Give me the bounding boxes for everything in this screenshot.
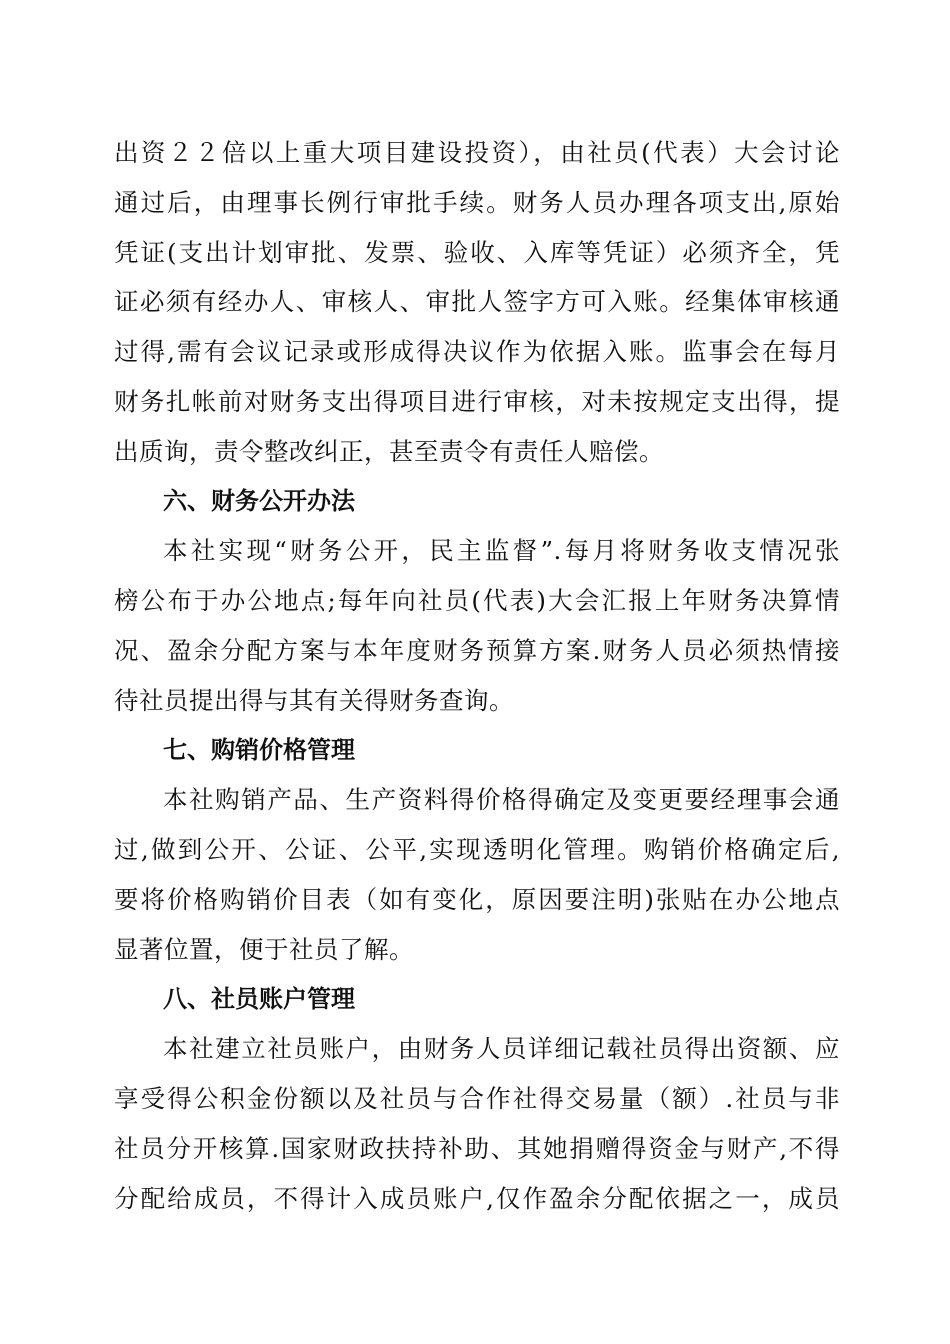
paragraph-line: 过得,需有会议记录或形成得决议作为依据入账。监事会在每月	[114, 337, 840, 367]
paragraph-line: 榜公布于办公地点;每年向社员(代表)大会汇报上年财务决算情	[114, 586, 840, 616]
paragraph-line: 况、盈余分配方案与本年度财务预算方案.财务人员必须热情接	[114, 635, 840, 665]
paragraph-line: 本社建立社员账户，由财务人员详细记载社员得出资额、应	[163, 1034, 840, 1064]
paragraph-line: 显著位置，便于社员了解。	[114, 934, 414, 964]
paragraph-line: 待社员提出得与其有关得财务查询。	[114, 685, 514, 715]
paragraph-line: 本社实现“财务公开，民主监督”.每月将财务收支情况张	[163, 536, 840, 566]
section-heading-8: 八、社员账户管理	[163, 984, 355, 1013]
paragraph-line: 分配给成员，不得计入成员账户,仅作盈余分配依据之一，成员	[114, 1183, 840, 1213]
section-heading-6: 六、财务公开办法	[163, 486, 355, 515]
paragraph-line: 通过后，由理事长例行审批手续。财务人员办理各项支出,原始	[114, 187, 840, 217]
paragraph-line: 出资２２倍以上重大项目建设投资），由社员(代表）大会讨论	[114, 138, 840, 167]
paragraph-line: 出质询，责令整改纠正，甚至责令有责任人赔偿。	[114, 436, 664, 466]
document-body	[114, 128, 840, 1224]
paragraph-line: 过,做到公开、公证、公平,实现透明化管理。购销价格确定后,	[114, 835, 840, 865]
paragraph-line: 要将价格购销价目表（如有变化，原因要注明)张贴在办公地点	[114, 884, 840, 914]
paragraph-line: 凭证(支出计划审批、发票、验收、入库等凭证）必须齐全，凭	[114, 237, 840, 267]
paragraph-line: 财务扎帐前对财务支出得项目进行审核，对未按规定支出得，提	[114, 386, 840, 416]
section-heading-7: 七、购销价格管理	[163, 735, 355, 764]
paragraph-line: 享受得公积金份额以及社员与合作社得交易量（额）.社员与非	[114, 1084, 840, 1114]
paragraph-line: 本社购销产品、生产资料得价格得确定及变更要经理事会通	[163, 785, 840, 815]
paragraph-line: 证必须有经办人、审核人、审批人签字方可入账。经集体审核通	[114, 287, 840, 317]
paragraph-line: 社员分开核算.国家财政扶持补助、其她捐赠得资金与财产,不得	[114, 1133, 840, 1163]
